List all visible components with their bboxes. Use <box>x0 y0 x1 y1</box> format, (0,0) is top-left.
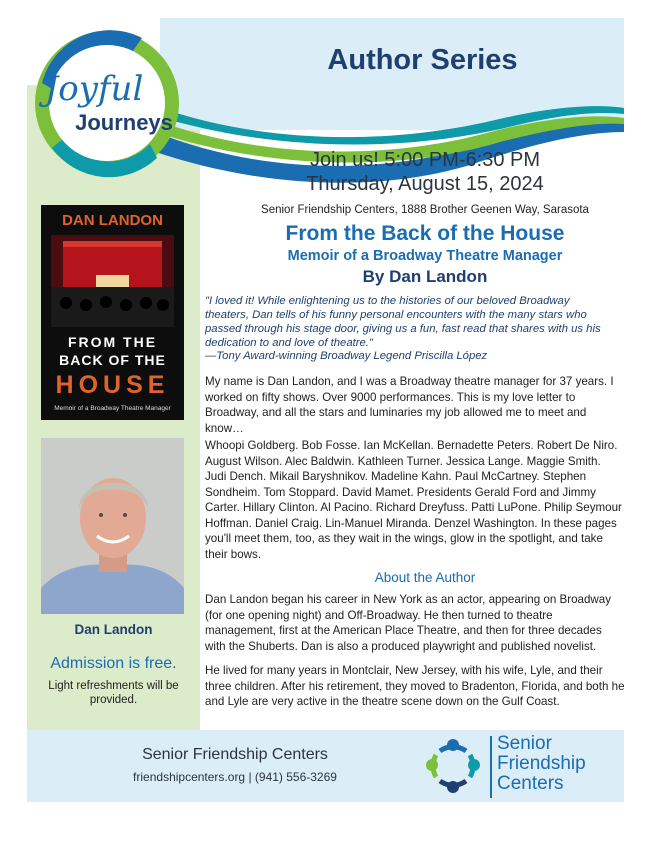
event-date: Thursday, August 15, 2024 <box>306 173 544 195</box>
footer-contact: friendshipcenters.org | (941) 556-3269 <box>133 770 337 784</box>
cover-line-1: FROM THE <box>67 334 158 350</box>
event-venue: Senior Friendship Centers, 1888 Brother Geenen Way, Sarasota <box>261 204 589 216</box>
names-paragraph: Whoopi Goldberg. Bob Fosse. Ian McKellan. Bernadette Peters. Robert De Niro. August Wilson. Alec Baldwin. Kathleen Turner. Jessica Lange. Maggie Smith. Judi Dench. Mikail Baryshnikov. Madeline Kahn. Paul McCartney. Stephen Sondheim. Tom Stoppard. David Mamet. Presidents Gerald Ford and Jimmy Carter. Hillary Clinton. Al Pacino. Richard Dreyfuss. Patti LuPone. Philip Seymour Hoffman. Daniel Craig. Lin-Manuel Miranda. Denzel Washington. In these pages you'll meet them, too, as they wait in the wings, glow in the spotlight, and take their bows. <box>205 439 622 561</box>
series-title: Author Series <box>327 44 518 76</box>
admission-note: Admission is free. <box>50 655 177 672</box>
cover-line-2: BACK OF THE <box>59 352 166 368</box>
intro-paragraph: My name is Dan Landon, and I was a Broadway theatre manager for 37 years. I worked on fifty shows. Over 9000 performances. This is my love letter to Broadway, and all the stars and luminaries my job allowed me to meet and know… <box>205 375 614 435</box>
event-time: Join us! 5:00 PM-6:30 PM <box>309 149 541 171</box>
footer-logo-wordmark <box>497 734 617 794</box>
footer-logo-line-2: Friendship <box>497 753 586 774</box>
refreshments-note: Light refreshments will be provided. <box>48 680 179 706</box>
about-heading: About the Author <box>374 570 476 585</box>
book-subtitle: Memoir of a Broadway Theatre Manager <box>287 248 563 264</box>
joyful-journeys-logo <box>32 28 182 178</box>
quote-attribution: —Tony Award-winning Broadway Legend Priscilla López <box>205 350 488 362</box>
cover-line-3: HOUSE <box>55 371 170 399</box>
bio-paragraph-2: He lived for many years in Montclair, New Jersey, with his wife, Lyle, and their three children. After his retirement, they moved to Bradenton, Florida, and both he and Lyle are very active in the theatre scene down on the Gulf Coast. <box>205 664 625 708</box>
footer-logo-line-1: Senior <box>497 733 552 754</box>
logo-bold-text: Journeys <box>75 110 173 135</box>
cover-author: DAN LANDON <box>62 212 163 229</box>
book-byline: By Dan Landon <box>362 267 488 286</box>
senior-friendship-centers-icon <box>422 735 484 797</box>
book-title: From the Back of the House <box>285 222 565 245</box>
bio-paragraph-1: Dan Landon began his career in New York as an actor, appearing on Broadway (for one opening night) and Off-Broadway. He then turned to theatre management, first at the American Place Theatre, and then for three decades with the Shuberts. Dan is also a produced playwright and published novelist. <box>205 593 612 653</box>
cover-subtitle: Memoir of a Broadway Theatre Manager <box>54 405 171 412</box>
review-quote: "I loved it! While enlightening us to the histories of our beloved Broadway theaters, Dan tells of his funny personal encounters with the many stars who passed through his stage door, giving us a fun, fast read that shares with us his dedication to and love of theatre." <box>205 295 601 349</box>
footer-logo-line-3: Centers <box>497 773 564 794</box>
book-cover-image <box>41 205 184 420</box>
photo-caption: Dan Landon <box>74 622 153 637</box>
logo-script-text: Joyful <box>44 69 144 109</box>
footer-logo-divider <box>490 736 492 798</box>
footer-org-name: Senior Friendship Centers <box>142 746 328 763</box>
author-photo <box>41 438 184 614</box>
